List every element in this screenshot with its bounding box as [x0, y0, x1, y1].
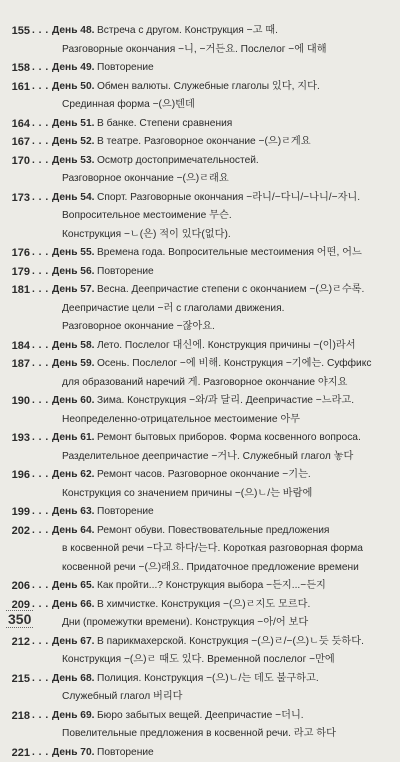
toc-entry	[0, 337, 400, 356]
toc-entry	[0, 244, 400, 263]
toc-entry-continuation	[0, 651, 400, 670]
toc-day-label: День 61.	[52, 429, 94, 448]
toc-entry	[0, 744, 400, 762]
toc-description: Встреча с другом. Конструкция −고 때.	[97, 22, 278, 41]
toc-entry-continuation	[0, 318, 400, 337]
toc-entry	[0, 633, 400, 652]
toc-page-number: 193	[2, 429, 30, 448]
toc-leader-dots: . . .	[32, 429, 49, 448]
toc-description: В банке. Степени сравнения	[97, 115, 232, 134]
toc-entry	[0, 22, 400, 41]
toc-entry	[0, 522, 400, 541]
toc-page-number: 202	[2, 522, 30, 541]
toc-leader-dots: . . .	[32, 152, 49, 171]
toc-day-label: День 62.	[52, 466, 94, 485]
toc-page-number: 212	[2, 633, 30, 652]
toc-description: Как пройти...? Конструкция выбора −든지...−든지	[97, 577, 326, 596]
toc-description-line: Конструкция со значением причины −(으)ㄴ/는 바람에	[62, 485, 312, 504]
toc-leader-dots: . . .	[32, 281, 49, 300]
toc-description-line: Разговорные окончания −니, −거든요. Послелог −에 대해	[62, 41, 327, 60]
toc-entry	[0, 707, 400, 726]
toc-day-label: День 52.	[52, 133, 94, 152]
toc-page-number: 173	[2, 189, 30, 208]
table-of-contents	[0, 22, 400, 762]
toc-leader-dots: . . .	[32, 744, 49, 762]
toc-leader-dots: . . .	[32, 244, 49, 263]
toc-leader-dots: . . .	[32, 337, 49, 356]
toc-description-line: Деепричастие цели −러 с глаголами движения.	[62, 300, 284, 319]
toc-entry-continuation	[0, 725, 400, 744]
toc-description: Бюро забытых вещей. Деепричастие −더니.	[97, 707, 304, 726]
toc-day-label: День 58.	[52, 337, 94, 356]
toc-leader-dots: . . .	[32, 707, 49, 726]
toc-entry	[0, 670, 400, 689]
toc-entry	[0, 596, 400, 615]
toc-leader-dots: . . .	[32, 522, 49, 541]
toc-day-label: День 53.	[52, 152, 94, 171]
toc-page-number: 184	[2, 337, 30, 356]
toc-description-line: косвенной речи −(으)래요. Придаточное предложение времени	[62, 559, 359, 578]
toc-description: Повторение	[97, 59, 154, 78]
toc-entry-continuation	[0, 226, 400, 245]
toc-entry-continuation	[0, 374, 400, 393]
toc-page-number: 221	[2, 744, 30, 762]
toc-day-label: День 55.	[52, 244, 94, 263]
toc-entry	[0, 429, 400, 448]
toc-page-number: 209	[2, 596, 30, 615]
toc-entry	[0, 355, 400, 374]
toc-page-number: 187	[2, 355, 30, 374]
toc-day-label: День 68.	[52, 670, 94, 689]
toc-entry-continuation	[0, 614, 400, 633]
toc-leader-dots: . . .	[32, 115, 49, 134]
toc-description: Повторение	[97, 503, 154, 522]
toc-description-line: Разговорное окончание −잖아요.	[62, 318, 215, 337]
toc-description: Зима. Конструкция −와/과 달리. Деепричастие −느라고.	[97, 392, 354, 411]
toc-leader-dots: . . .	[32, 596, 49, 615]
toc-description: Повторение	[97, 263, 154, 282]
toc-description: Ремонт часов. Разговорное окончание −기는.	[97, 466, 311, 485]
toc-leader-dots: . . .	[32, 466, 49, 485]
toc-description: Полиция. Конструкция −(으)ㄴ/는 데도 불구하고.	[97, 670, 319, 689]
toc-entry	[0, 281, 400, 300]
toc-page-number: 167	[2, 133, 30, 152]
toc-leader-dots: . . .	[32, 133, 49, 152]
toc-page-number: 218	[2, 707, 30, 726]
toc-entry	[0, 78, 400, 97]
toc-entry-continuation	[0, 170, 400, 189]
toc-leader-dots: . . .	[32, 633, 49, 652]
toc-description-line: для образований наречий 게. Разговорное окончание 야지요	[62, 374, 347, 393]
toc-description-line: Служебный глагол 버리다	[62, 688, 183, 707]
toc-description: Осмотр достопримечательностей.	[97, 152, 259, 171]
toc-day-label: День 66.	[52, 596, 94, 615]
toc-leader-dots: . . .	[32, 670, 49, 689]
toc-entry	[0, 577, 400, 596]
toc-description-line: Срединная форма −(으)텐데	[62, 96, 195, 115]
toc-entry	[0, 115, 400, 134]
toc-day-label: День 63.	[52, 503, 94, 522]
toc-page-number: 181	[2, 281, 30, 300]
toc-day-label: День 49.	[52, 59, 94, 78]
toc-description: В театре. Разговорное окончание −(으)ㄹ게요	[97, 133, 311, 152]
toc-description-line: Конструкция −ㄴ(은) 적이 있다(없다).	[62, 226, 231, 245]
toc-description-line: Неопределенно-отрицательное местоимение 아무	[62, 411, 300, 430]
toc-leader-dots: . . .	[32, 59, 49, 78]
toc-description-line: Повелительные предложения в косвенной речи. 라고 하다	[62, 725, 336, 744]
toc-entry	[0, 466, 400, 485]
toc-page-number: 206	[2, 577, 30, 596]
toc-page-number: 190	[2, 392, 30, 411]
toc-page-number: 155	[2, 22, 30, 41]
toc-description: В химчистке. Конструкция −(으)ㄹ지도 모르다.	[97, 596, 310, 615]
toc-entry-continuation	[0, 41, 400, 60]
toc-description: Времена года. Вопросительные местоимения 어떤, 어느	[97, 244, 362, 263]
toc-entry	[0, 189, 400, 208]
toc-leader-dots: . . .	[32, 392, 49, 411]
toc-page-number: 164	[2, 115, 30, 134]
toc-entry-continuation	[0, 411, 400, 430]
toc-entry-continuation	[0, 559, 400, 578]
toc-entry-continuation	[0, 207, 400, 226]
toc-description-line: Разговорное окончание −(으)ㄹ래요	[62, 170, 229, 189]
toc-entry	[0, 59, 400, 78]
toc-entry	[0, 392, 400, 411]
toc-description: Спорт. Разговорные окончания −라니/−다니/−나니/−자니.	[97, 189, 360, 208]
toc-leader-dots: . . .	[32, 577, 49, 596]
toc-description: Осень. Послелог −에 비해. Конструкция −기에는. Суффикс	[97, 355, 371, 374]
toc-leader-dots: . . .	[32, 503, 49, 522]
toc-day-label: День 60.	[52, 392, 94, 411]
toc-day-label: День 69.	[52, 707, 94, 726]
toc-day-label: День 57.	[52, 281, 94, 300]
toc-page-number: 176	[2, 244, 30, 263]
toc-description: Обмен валюты. Служебные глаголы 있다, 지다.	[97, 78, 320, 97]
toc-leader-dots: . . .	[32, 355, 49, 374]
toc-entry-continuation	[0, 485, 400, 504]
toc-day-label: День 48.	[52, 22, 94, 41]
toc-day-label: День 64.	[52, 522, 94, 541]
toc-description: Лето. Послелог 대신에. Конструкция причины −(이)라서	[97, 337, 356, 356]
toc-description: Весна. Деепричастие степени с окончанием −(으)ㄹ수록.	[97, 281, 364, 300]
toc-description: Ремонт обуви. Повествовательные предложения	[97, 522, 329, 541]
toc-leader-dots: . . .	[32, 78, 49, 97]
toc-leader-dots: . . .	[32, 22, 49, 41]
toc-page-number: 170	[2, 152, 30, 171]
toc-day-label: День 67.	[52, 633, 94, 652]
toc-entry	[0, 133, 400, 152]
toc-description-line: Разделительное деепричастие −거나. Служебный глагол 놓다	[62, 448, 353, 467]
toc-entry-continuation	[0, 540, 400, 559]
toc-description-line: в косвенной речи −다고 하다/는다. Короткая разговорная форма	[62, 540, 363, 559]
page-number: 350	[6, 610, 33, 628]
toc-day-label: День 56.	[52, 263, 94, 282]
toc-description-line: Дни (промежутки времени). Конструкция −아/어 보다	[62, 614, 308, 633]
toc-description-line: Вопросительное местоимение 무슨.	[62, 207, 232, 226]
toc-page-number: 161	[2, 78, 30, 97]
toc-day-label: День 65.	[52, 577, 94, 596]
toc-description: В парикмахерской. Конструкция −(으)ㄹ/−(으)ㄴ듯 듯하다.	[97, 633, 364, 652]
toc-page-number: 158	[2, 59, 30, 78]
toc-description: Повторение	[97, 744, 154, 762]
toc-entry	[0, 503, 400, 522]
toc-page-number: 179	[2, 263, 30, 282]
toc-day-label: День 51.	[52, 115, 94, 134]
toc-leader-dots: . . .	[32, 189, 49, 208]
toc-page-number: 199	[2, 503, 30, 522]
toc-day-label: День 50.	[52, 78, 94, 97]
toc-page-number: 215	[2, 670, 30, 689]
toc-day-label: День 54.	[52, 189, 94, 208]
toc-entry	[0, 152, 400, 171]
toc-entry-continuation	[0, 688, 400, 707]
toc-leader-dots: . . .	[32, 263, 49, 282]
toc-description-line: Конструкция −(으)ㄹ 때도 있다. Временной послелог −만에	[62, 651, 335, 670]
toc-entry-continuation	[0, 300, 400, 319]
toc-page-number: 196	[2, 466, 30, 485]
toc-entry-continuation	[0, 96, 400, 115]
toc-entry	[0, 263, 400, 282]
toc-description: Ремонт бытовых приборов. Форма косвенного вопроса.	[97, 429, 361, 448]
toc-day-label: День 70.	[52, 744, 94, 762]
toc-day-label: День 59.	[52, 355, 94, 374]
toc-entry-continuation	[0, 448, 400, 467]
